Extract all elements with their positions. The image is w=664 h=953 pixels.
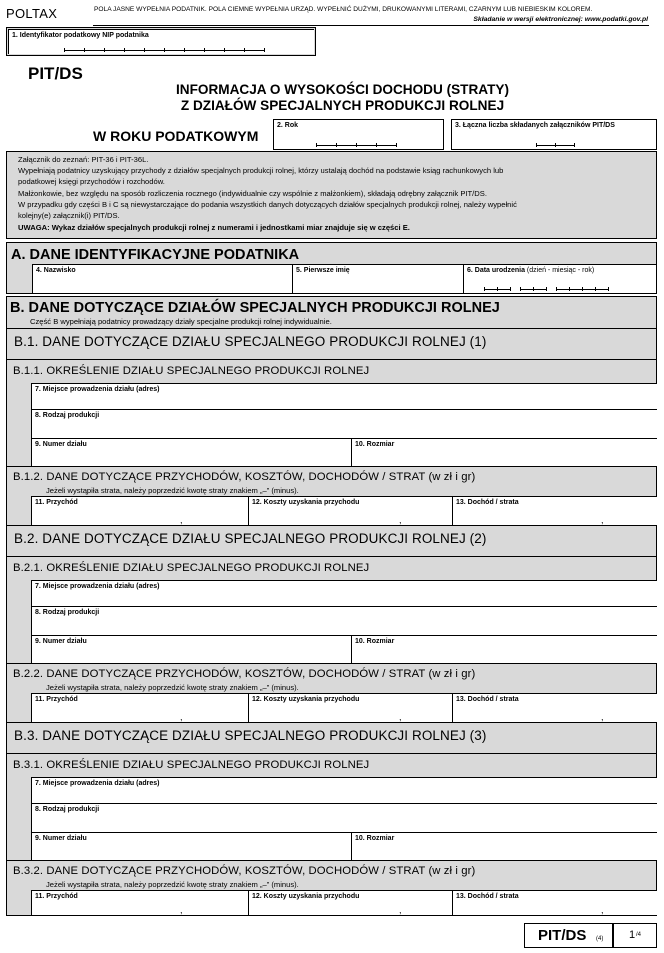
b1-location-field[interactable] (31, 383, 657, 409)
b3-location-label: 7. Miejsce prowadzenia działu (adres) (35, 780, 160, 787)
filling-instructions: POLA JASNE WYPEŁNIA PODATNIK. POLA CIEMNE WYPEŁNIA URZĄD. WYPEŁNIĆ DUŻYMI, DRUKOWANYMI LITERAMI, CZARNYM LUB NIEBIESKIM KOLOREM. (94, 6, 593, 13)
block-b3-hint: Jeżeli wystąpiła strata, należy poprzedzić kwotę straty znakiem „–” (minus). (46, 880, 299, 889)
header-divider (93, 25, 649, 26)
b3-size-label: 10. Rozmiar (355, 835, 395, 842)
footer-page-box (613, 923, 657, 948)
nip-label: 1. Identyfikator podatkowy NIP podatnika (12, 32, 149, 39)
block-b2 (6, 525, 657, 722)
b3-costs-field[interactable]: 12. Koszty uzyskania przychodu , (248, 890, 452, 915)
block-b1-title: B.1. DANE DOTYCZĄCE DZIAŁU SPECJALNEGO PRODUKCJI ROLNEJ (1) (14, 334, 487, 349)
b1-size-field[interactable] (351, 438, 657, 466)
section-a-title: A. DANE IDENTYFIKACYJNE PODATNIKA (11, 247, 300, 263)
b3-production-type-label: 8. Rodzaj produkcji (35, 806, 100, 813)
footer-page-number: 1 (629, 929, 636, 941)
b3-income-field[interactable]: 13. Dochód / strata , (452, 890, 657, 915)
block-b3-sub1: B.3.1. OKREŚLENIE DZIAŁU SPECJALNEGO PRODUKCJI ROLNEJ (13, 759, 370, 771)
block-b2-hint: Jeżeli wystąpiła strata, należy poprzedzić kwotę straty znakiem „–” (minus). (46, 683, 299, 692)
info-line-6: kolejny(e) załącznik(i) PIT/DS. (18, 211, 120, 220)
footer-form-code: PIT/DS (538, 927, 587, 944)
footer-form-code-box (524, 923, 613, 948)
b1-production-type-label: 8. Rodzaj produkcji (35, 412, 100, 419)
form-title-line2: Z DZIAŁÓW SPECJALNYCH PRODUKCJI ROLNEJ (180, 98, 505, 113)
form-code: PIT/DS (28, 64, 83, 83)
block-b2-title: B.2. DANE DOTYCZĄCE DZIAŁU SPECJALNEGO PRODUKCJI ROLNEJ (2) (14, 531, 487, 546)
b1-income-label: 13. Dochód / strata (456, 499, 519, 506)
surname-label: 4. Nazwisko (36, 267, 76, 274)
b2-location-field[interactable] (31, 580, 657, 606)
nip-box (6, 27, 316, 56)
b1-costs-field[interactable]: 12. Koszty uzyskania przychodu , (248, 496, 452, 525)
b1-revenue-field[interactable]: 11. Przychód , (31, 496, 248, 525)
nip-field[interactable] (8, 29, 314, 54)
info-box (6, 151, 657, 239)
b2-costs-label: 12. Koszty uzyskania przychodu (252, 696, 360, 703)
b1-revenue-label: 11. Przychód (35, 499, 78, 506)
tax-year-label: W ROKU PODATKOWYM (93, 128, 259, 144)
b3-section-number-label: 9. Numer działu (35, 835, 87, 842)
b1-costs-label: 12. Koszty uzyskania przychodu (252, 499, 360, 506)
info-line-3: podatkowej księgi przychodów i rozchodów. (18, 177, 165, 186)
b1-size-label: 10. Rozmiar (355, 441, 395, 448)
block-b3 (6, 722, 657, 916)
birth-date-field[interactable] (463, 264, 656, 293)
block-b2-sub2: B.2.2. DANE DOTYCZĄCE PRZYCHODÓW, KOSZTÓW, DOCHODÓW / STRAT (w zł i gr) (13, 668, 476, 680)
block-b1-sub2: B.1.2. DANE DOTYCZĄCE PRZYCHODÓW, KOSZTÓW, DOCHODÓW / STRAT (w zł i gr) (13, 471, 476, 483)
b3-section-number-field[interactable] (31, 832, 351, 860)
b3-revenue-field[interactable]: 11. Przychód , (31, 890, 248, 915)
section-b-subtitle: Część B wypełniają podatnicy prowadzący działy specjalne produkcji rolnej indywidualnie. (30, 317, 332, 326)
first-name-field[interactable] (292, 264, 463, 293)
block-b2-sub1: B.2.1. OKREŚLENIE DZIAŁU SPECJALNEGO PRODUKCJI ROLNEJ (13, 562, 370, 574)
info-line-1: Załącznik do zeznań: PIT-36 i PIT-36L. (18, 155, 149, 164)
b3-revenue-label: 11. Przychód (35, 893, 78, 900)
year-label: 2. Rok (277, 122, 299, 129)
b3-production-type-field[interactable] (31, 803, 657, 832)
section-b-title: B. DANE DOTYCZĄCE DZIAŁÓW SPECJALNYCH PRODUKCJI ROLNEJ (10, 300, 500, 316)
attachment-count-field[interactable] (451, 119, 657, 150)
surname-field[interactable] (32, 264, 292, 293)
b3-size-field[interactable] (351, 832, 657, 860)
b2-size-field[interactable] (351, 635, 657, 663)
electronic-filing-note: Składanie w wersji elektronicznej: www.podatki.gov.pl (473, 16, 648, 23)
block-b3-title: B.3. DANE DOTYCZĄCE DZIAŁU SPECJALNEGO PRODUKCJI ROLNEJ (3) (14, 728, 487, 743)
b2-revenue-field[interactable]: 11. Przychód , (31, 693, 248, 722)
b1-section-number-label: 9. Numer działu (35, 441, 87, 448)
b2-size-label: 10. Rozmiar (355, 638, 395, 645)
b2-revenue-label: 11. Przychód (35, 696, 78, 703)
birth-date-label: 6. Data urodzenia (dzień - miesiąc - rok) (467, 267, 595, 274)
form-title-line1: INFORMACJA O WYSOKOŚCI DOCHODU (STRATY) (175, 82, 510, 97)
b2-production-type-label: 8. Rodzaj produkcji (35, 609, 100, 616)
info-line-4: Małżonkowie, bez względu na sposób rozliczenia rocznego (indywidualnie czy wspólnie z małżonkiem), składają odrębny załącznik PIT/DS. (18, 189, 487, 198)
b3-income-label: 13. Dochód / strata (456, 893, 519, 900)
b1-income-field[interactable]: 13. Dochód / strata , (452, 496, 657, 525)
b2-production-type-field[interactable] (31, 606, 657, 635)
b1-section-number-field[interactable] (31, 438, 351, 466)
section-a (6, 242, 657, 294)
b2-income-field[interactable]: 13. Dochód / strata , (452, 693, 657, 722)
poltax-brand: POLTAX (6, 6, 58, 21)
b3-location-field[interactable] (31, 777, 657, 803)
footer-page-total: /4 (636, 932, 642, 938)
b2-location-label: 7. Miejsce prowadzenia działu (adres) (35, 583, 160, 590)
block-b1-sub1: B.1.1. OKREŚLENIE DZIAŁU SPECJALNEGO PRODUKCJI ROLNEJ (13, 365, 370, 377)
b2-section-number-field[interactable] (31, 635, 351, 663)
first-name-label: 5. Pierwsze imię (296, 267, 350, 274)
year-field[interactable] (273, 119, 444, 150)
footer-form-version: (4) (596, 936, 604, 942)
info-warning: UWAGA: Wykaz działów specjalnych produkcji rolnej z numerami i jednostkami miar znajduje się w części E. (18, 223, 410, 232)
block-b3-sub2: B.3.2. DANE DOTYCZĄCE PRZYCHODÓW, KOSZTÓW, DOCHODÓW / STRAT (w zł i gr) (13, 865, 476, 877)
b3-costs-label: 12. Koszty uzyskania przychodu (252, 893, 360, 900)
info-line-5: W przypadku gdy części B i C są niewystarczające do podania wszystkich danych dotyczących działów specjalnych produkcji rolnej, należy wypełnić (18, 200, 517, 209)
b1-production-type-field[interactable] (31, 409, 657, 438)
info-line-2: Wypełniają podatnicy uzyskujący przychody z działów specjalnych produkcji rolnej, którzy ustalają dochód na podstawie ksiąg rachunkowych lub (18, 166, 504, 175)
b2-costs-field[interactable]: 12. Koszty uzyskania przychodu , (248, 693, 452, 722)
b2-section-number-label: 9. Numer działu (35, 638, 87, 645)
b2-income-label: 13. Dochód / strata (456, 696, 519, 703)
block-b1-hint: Jeżeli wystąpiła strata, należy poprzedzić kwotę straty znakiem „–” (minus). (46, 486, 299, 495)
b1-location-label: 7. Miejsce prowadzenia działu (adres) (35, 386, 160, 393)
block-b1 (6, 328, 657, 525)
attachment-count-label: 3. Łączna liczba składanych załączników PIT/DS (455, 122, 615, 129)
